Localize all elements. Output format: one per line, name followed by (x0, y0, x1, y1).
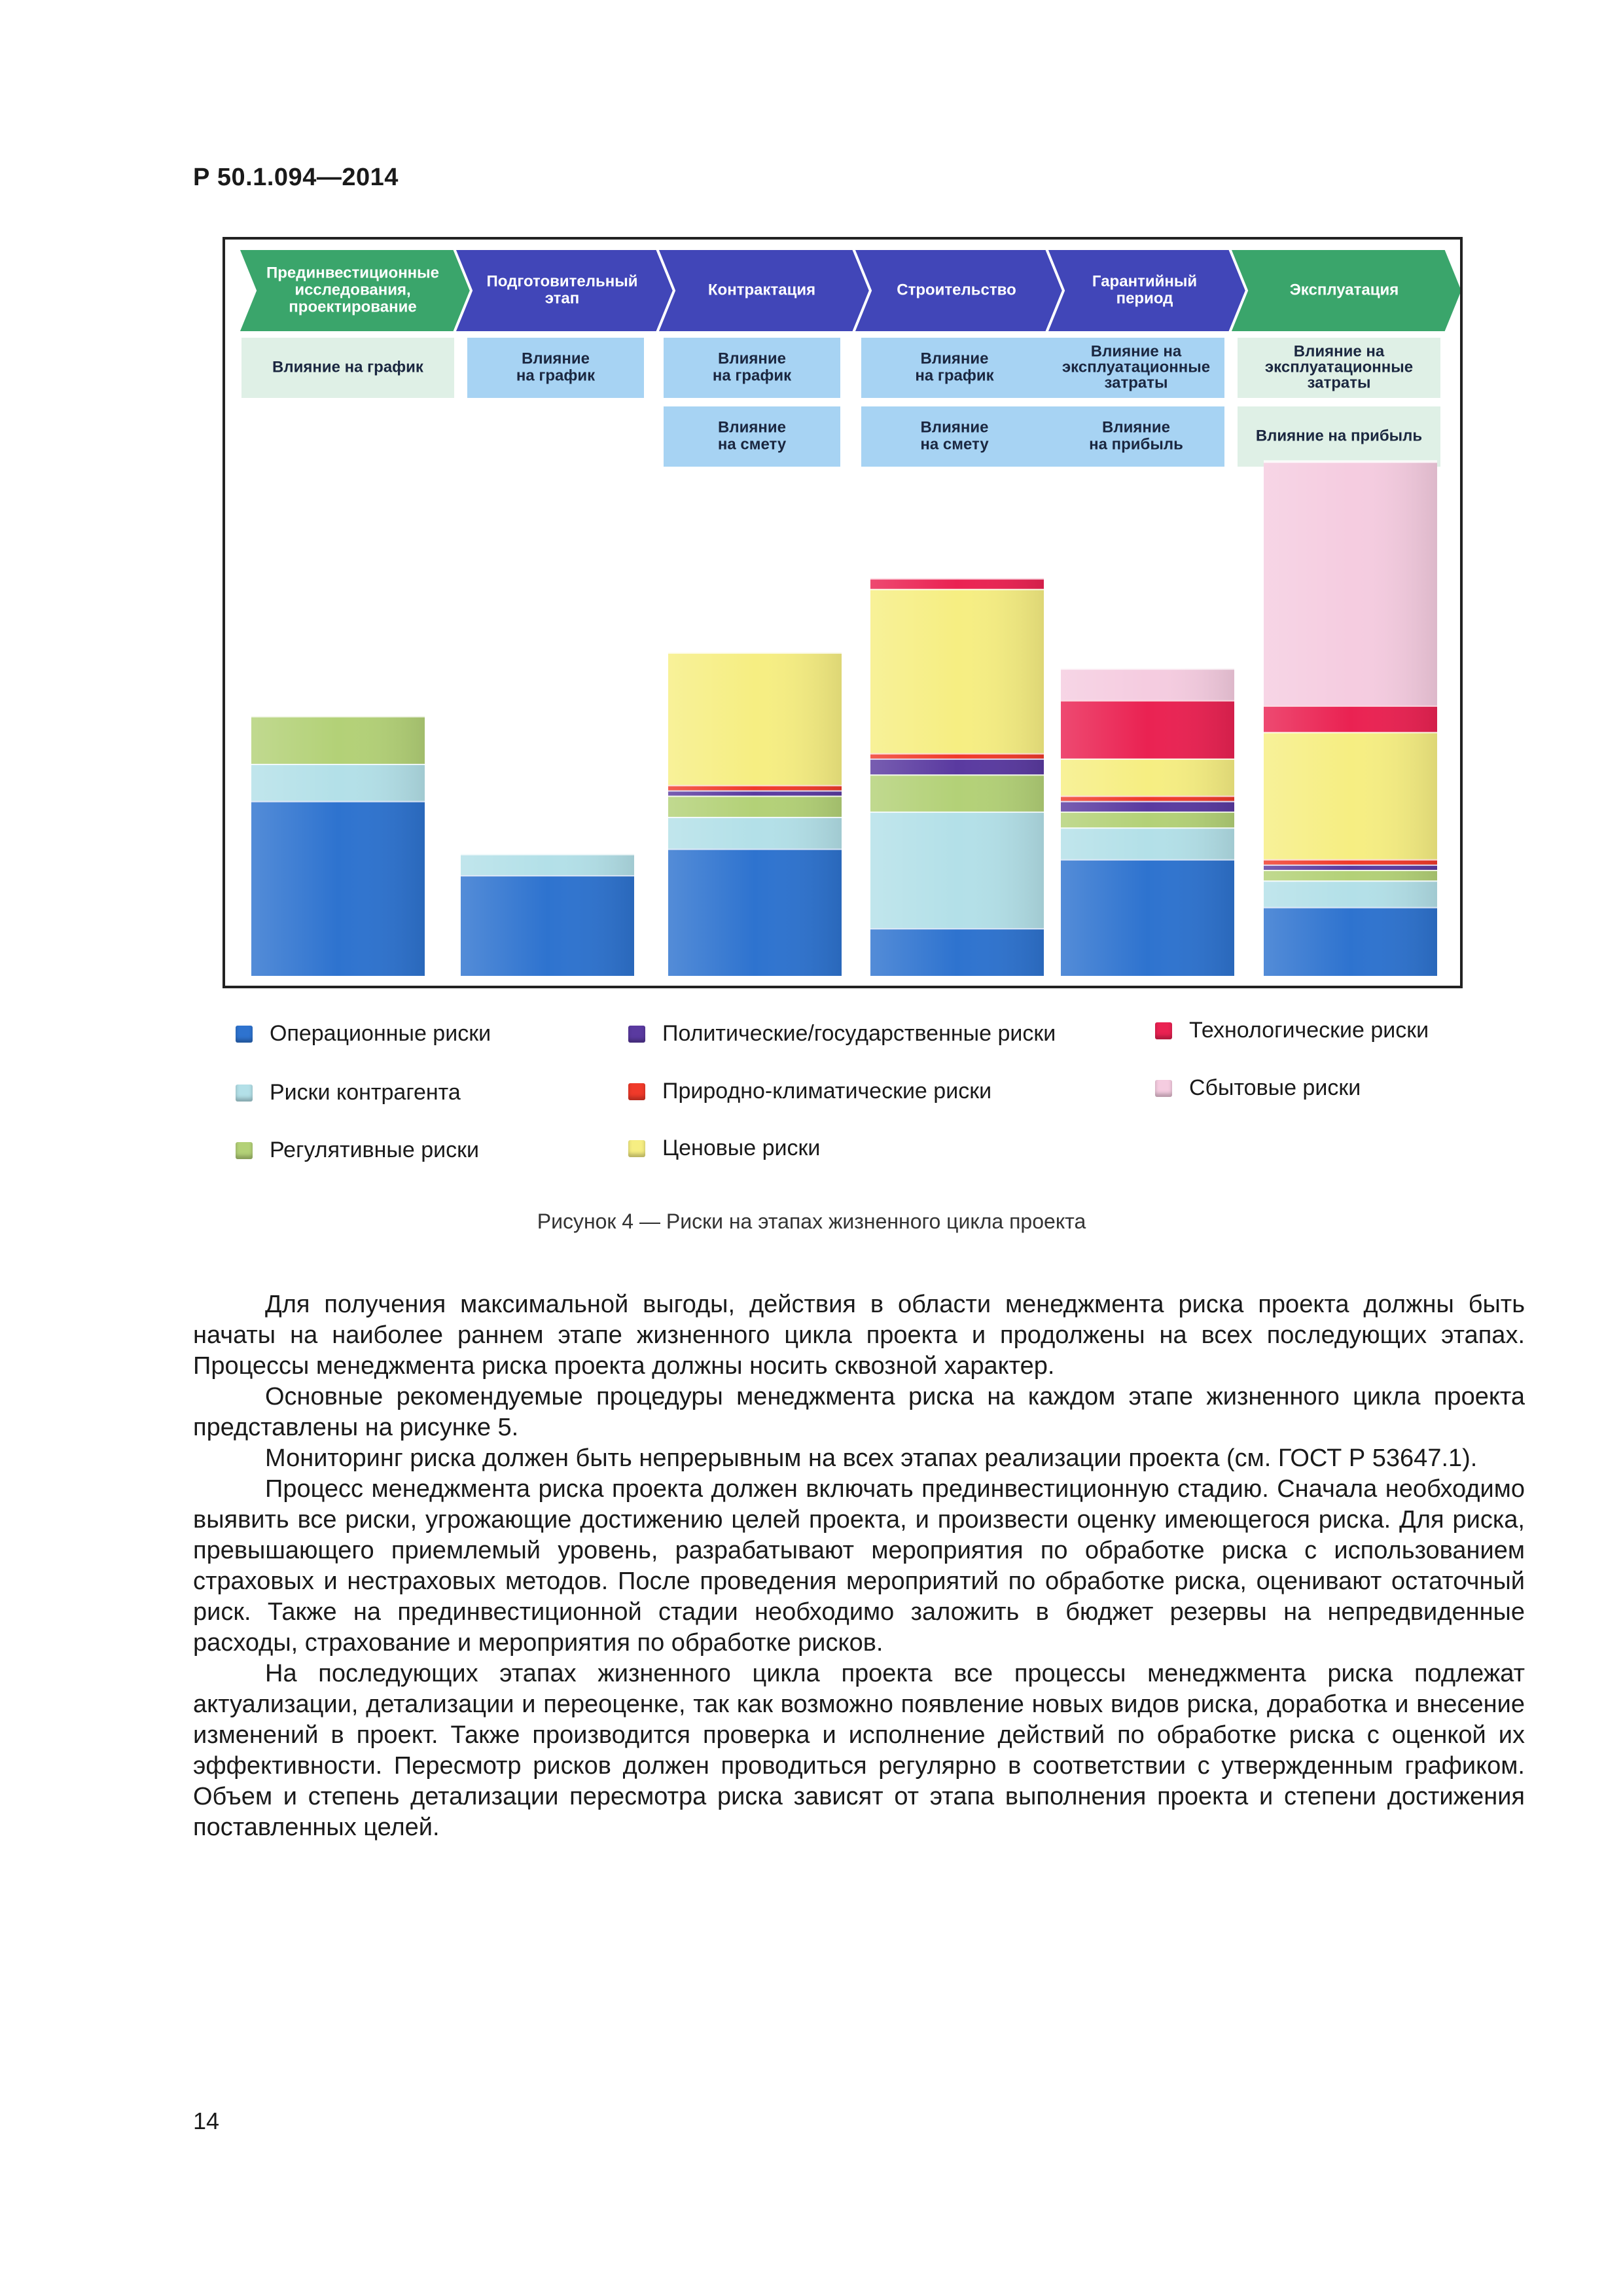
impact-label: Влияние на смету (717, 418, 787, 454)
paragraph: Мониторинг риска должен быть непрерывным на всех этапах реализации проекта (см. ГОСТ Р 53647.1). (265, 1444, 1478, 1472)
figure-frame (223, 237, 1463, 988)
paragraph: Процесс менеджмента риска проекта должен включать прединвестиционную стадию. Сначала необходимо выявить все риски, угрожающие достижению целей проекта, и произвести оценку имеющегося риска. Для риска, превышающего приемлемый уровень, разрабатывают мероприятия по обработке риска с использованием страховых и нестраховых методов. После проведения мероприятий по обработке риска, оценивают остаточный риск. Также на прединвестиционной стадии необходимо заложить в бюджет резервы на непредвиденные расходы, страхование и мероприятия по обработке рисков. (193, 1475, 1525, 1657)
stage-label: Контрактация (707, 281, 816, 299)
stage-label: Строительство (897, 281, 1016, 299)
legend-item-sales (1155, 1075, 1361, 1101)
legend-label: Операционные риски (270, 1021, 491, 1046)
legend-swatch (236, 1085, 253, 1102)
bar-segment-shade (1264, 732, 1437, 859)
legend-item-operational (236, 1021, 491, 1047)
legend-swatch (628, 1140, 645, 1157)
impact-label: Влияние на эксплуатационные затраты (1061, 342, 1211, 392)
legend-label: Регулятивные риски (270, 1138, 479, 1162)
legend-label: Ценовые риски (662, 1136, 821, 1160)
impact-label: Влияние на график (915, 350, 994, 385)
legend-swatch (628, 1083, 645, 1100)
legend-label: Политические/государственные риски (662, 1021, 1056, 1046)
impact-label: Влияние на график (272, 358, 423, 376)
legend-label: Природно-климатические риски (662, 1079, 992, 1103)
chart-legend (223, 1018, 1463, 1198)
bar-segment-shade (1264, 870, 1437, 880)
legend-swatch (1155, 1022, 1172, 1039)
bar-segment-shade (870, 759, 1044, 774)
stage-label: Гарантийный период (1092, 272, 1198, 308)
bar-segment-shade (1061, 827, 1234, 859)
impact-label: Влияние на эксплуатационные затраты (1264, 342, 1414, 392)
bar-segment-shade (461, 875, 634, 976)
legend-label: Технологические риски (1189, 1018, 1429, 1043)
legend-item-counterparty (236, 1080, 461, 1105)
stage-label: Прединвестиционные исследования, проектирование (266, 264, 440, 316)
bar-segment-shade (870, 589, 1044, 753)
bar-segment-shade (668, 849, 842, 976)
bar-segment-shade (668, 817, 842, 849)
bar-segment-shade (1061, 801, 1234, 812)
stage-label: Эксплуатация (1289, 281, 1399, 299)
bar-segment-shade (1061, 812, 1234, 827)
document-code: Р 50.1.094—2014 (193, 164, 399, 191)
bar-segment-shade (870, 774, 1044, 812)
legend-swatch (1155, 1080, 1172, 1097)
bar-segment-shade (668, 653, 842, 785)
legend-item-climate (628, 1079, 991, 1104)
bar-segment-shade (251, 764, 425, 801)
bar-segment-shade (1061, 759, 1234, 796)
impact-label: Влияние на смету (920, 418, 989, 454)
paragraph: Основные рекомендуемые процедуры менеджмента риска на каждом этапе жизненного цикла проекта представлены на рисунке 5. (193, 1383, 1525, 1441)
figure-caption: Рисунок 4 — Риски на этапах жизненного цикла проекта (537, 1210, 1086, 1233)
impact-label: Влияние на прибыль (1255, 427, 1423, 445)
page-number: 14 (193, 2108, 220, 2134)
bar-segment-shade (1264, 706, 1437, 732)
bar-segment-shade (1264, 461, 1437, 706)
paragraph: На последующих этапах жизненного цикла проекта все процессы менеджмента риска подлежат актуализации, детализации и переоценке, так как возможно появление новых видов риска, доработка и внесение изменений в проект. Также производится проверка и исполнение действий по обработке риска с оценкой их эффективности. Пересмотр рисков должен проводиться регулярно в соответствии с утвержденным графиком. Объем и степень детализации пересмотра риска зависят от этапа выполнения проекта и степени достижения поставленных целей. (193, 1660, 1525, 1841)
legend-item-regulatory (236, 1138, 479, 1163)
risk-lifecycle-chart (225, 240, 1460, 986)
legend-swatch (628, 1026, 645, 1043)
bar-segment-shade (1061, 668, 1234, 700)
body-text (193, 1289, 1525, 1843)
legend-label: Риски контрагента (270, 1080, 461, 1105)
bar-segment-shade (870, 579, 1044, 589)
bar-segment-shade (1061, 859, 1234, 976)
bar-segment-shade (1264, 880, 1437, 907)
legend-item-technology (1155, 1018, 1429, 1043)
impact-label: Влияние на прибыль (1089, 418, 1183, 454)
stage-label: Подготовительный этап (486, 272, 638, 308)
bar-segment-shade (251, 716, 425, 764)
legend-item-price (628, 1136, 820, 1161)
impact-label: Влияние на график (712, 350, 792, 385)
bar-segment-shade (870, 812, 1044, 928)
legend-swatch (236, 1026, 253, 1043)
bar-segment-shade (1264, 907, 1437, 976)
bar-segment-shade (251, 801, 425, 976)
bar-segment-shade (870, 928, 1044, 976)
bar-segment-shade (1061, 700, 1234, 759)
legend-label: Сбытовые риски (1189, 1075, 1361, 1100)
legend-item-political (628, 1021, 1056, 1047)
paragraph: Для получения максимальной выгоды, действия в области менеджмента риска проекта должны быть начаты на наиболее раннем этапе жизненного цикла проекта и продолжены на всех последующих этапах. Процессы менеджмента риска проекта должны носить сквозной характер. (193, 1291, 1525, 1380)
bar-segment-shade (461, 854, 634, 875)
bar-segment-shade (668, 796, 842, 817)
legend-swatch (236, 1142, 253, 1159)
impact-label: Влияние на график (516, 350, 596, 385)
